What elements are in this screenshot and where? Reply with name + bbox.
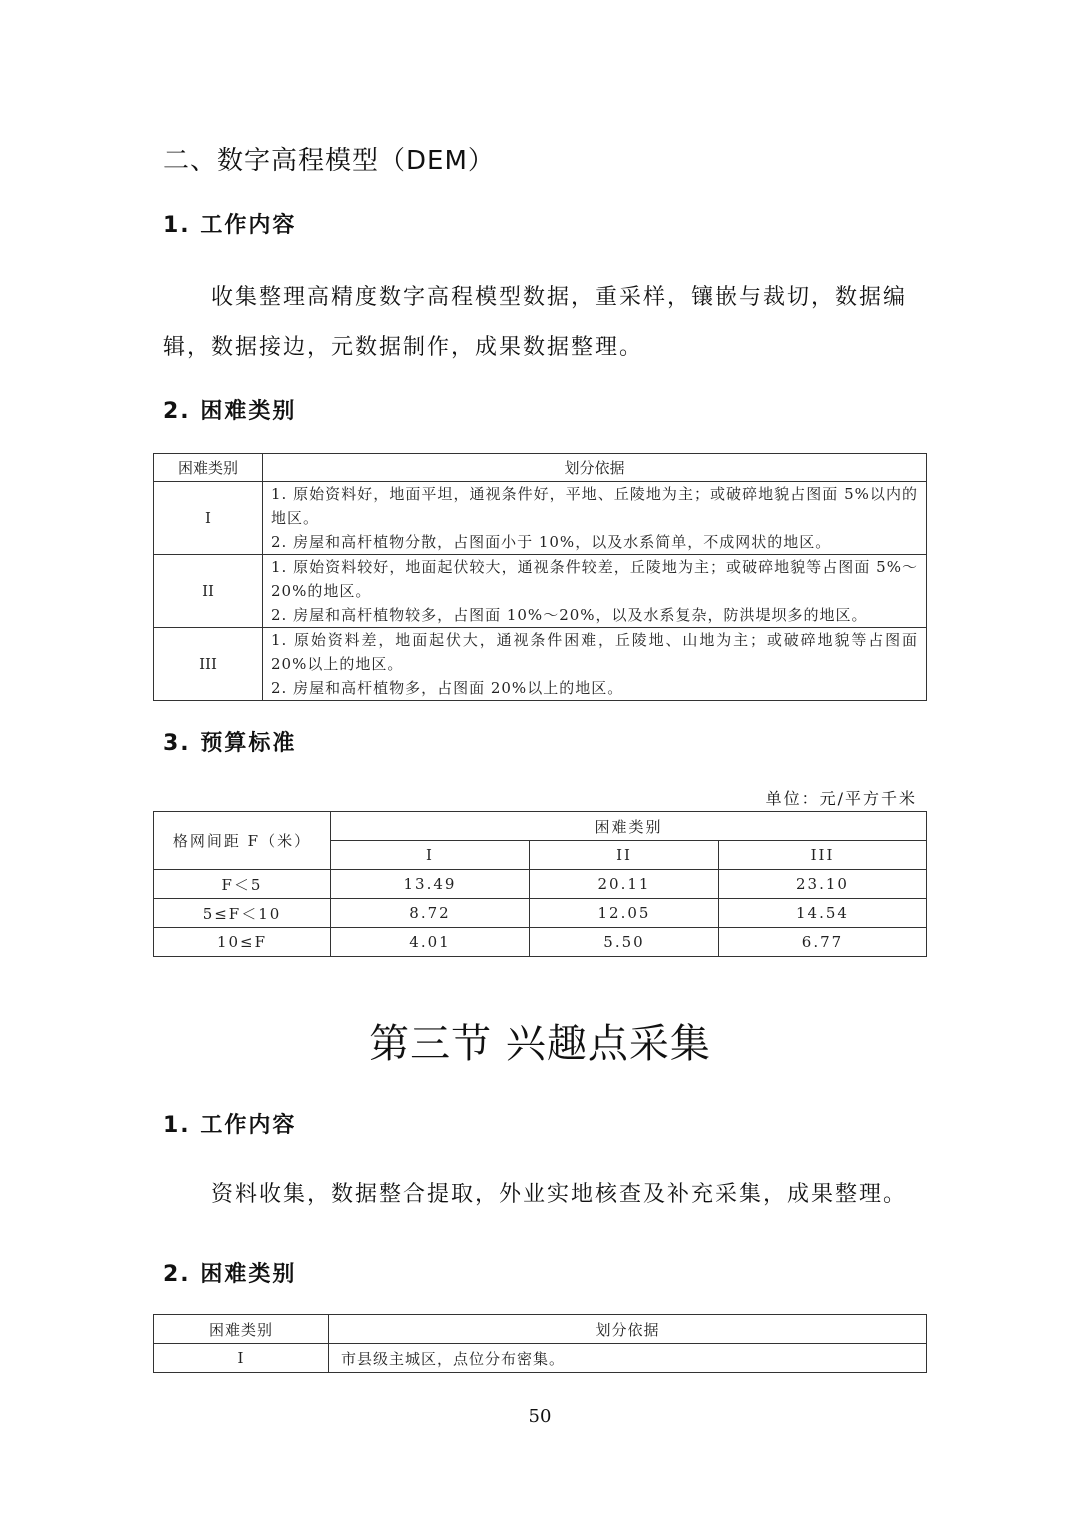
- header-grid-spacing: 格网间距 F（米）: [154, 812, 331, 870]
- budget-value: 8.72: [331, 899, 530, 928]
- difficulty-criteria: 市县级主城区，点位分布密集。: [329, 1344, 927, 1373]
- criteria-line: 2. 房屋和高杆植物多，占图面 20%以上的地区。: [271, 679, 624, 697]
- poi-work-heading: 1. 工作内容: [163, 1113, 297, 1138]
- dem-work-heading: 1. 工作内容: [163, 213, 297, 238]
- table-header-row: [154, 812, 927, 841]
- difficulty-criteria: [263, 628, 927, 701]
- table-row: [154, 870, 927, 899]
- criteria-line: 2. 房屋和高杆植物较多，占图面 10%～20%，以及水系复杂，防洪堤坝多的地区。: [271, 606, 868, 624]
- difficulty-criteria: [263, 555, 927, 628]
- poi-difficulty-heading: 2. 困难类别: [163, 1262, 297, 1287]
- grid-spacing: 5≤F＜10: [154, 899, 331, 928]
- header-class: 困难类别: [154, 1315, 329, 1344]
- budget-unit: 单位：元/平方千米: [765, 789, 917, 808]
- difficulty-class: III: [154, 628, 263, 701]
- criteria-line: 1. 原始资料差，地面起伏大，通视条件困难，丘陵地、山地为主；或破碎地貌等占图面 20%以上的地区。: [271, 631, 918, 673]
- difficulty-class: I: [154, 482, 263, 555]
- header-class: 困难类别: [154, 454, 263, 482]
- grid-spacing: 10≤F: [154, 928, 331, 957]
- table-row: [154, 555, 927, 628]
- difficulty-criteria: [263, 482, 927, 555]
- criteria-line: 1. 原始资料好，地面平坦，通视条件好，平地、丘陵地为主；或破碎地貌占图面 5%以内的地区。: [271, 485, 918, 527]
- dem-section-title: 二、数字高程模型（DEM）: [163, 146, 495, 176]
- table-row: [154, 928, 927, 957]
- dem-budget-table: [153, 811, 927, 957]
- table-row: [154, 1344, 927, 1373]
- poi-work-text: 资料收集，数据整合提取，外业实地核查及补充采集，成果整理。: [211, 1182, 908, 1207]
- budget-value: 4.01: [331, 928, 530, 957]
- difficulty-class: II: [154, 555, 263, 628]
- table-row: [154, 628, 927, 701]
- grid-spacing: F＜5: [154, 870, 331, 899]
- table-header-row: [154, 454, 927, 482]
- header-difficulty-group: 困难类别: [331, 812, 927, 841]
- budget-value: 20.11: [530, 870, 719, 899]
- table-header-row: [154, 1315, 927, 1344]
- header-class-2: II: [530, 841, 719, 870]
- header-criteria: 划分依据: [329, 1315, 927, 1344]
- page-number: 50: [528, 1406, 552, 1427]
- budget-value: 13.49: [331, 870, 530, 899]
- dem-budget-heading: 3. 预算标准: [163, 731, 297, 756]
- criteria-line: 1. 原始资料较好，地面起伏较大，通视条件较差，丘陵地为主；或破碎地貌等占图面 5%～20%的地区。: [271, 558, 918, 600]
- difficulty-class: I: [154, 1344, 329, 1373]
- header-class-3: III: [719, 841, 927, 870]
- dem-difficulty-heading: 2. 困难类别: [163, 399, 297, 424]
- poi-difficulty-table: [153, 1314, 927, 1373]
- criteria-line: 2. 房屋和高杆植物分散，占图面小于 10%，以及水系简单，不成网状的地区。: [271, 533, 832, 551]
- header-class-1: I: [331, 841, 530, 870]
- header-criteria: 划分依据: [263, 454, 927, 482]
- table-row: [154, 482, 927, 555]
- budget-value: 14.54: [719, 899, 927, 928]
- budget-value: 12.05: [530, 899, 719, 928]
- poi-section-title: 第三节 兴趣点采集: [369, 1021, 711, 1067]
- budget-value: 23.10: [719, 870, 927, 899]
- budget-value: 5.50: [530, 928, 719, 957]
- dem-difficulty-table: [153, 453, 927, 701]
- budget-value: 6.77: [719, 928, 927, 957]
- dem-work-text: 收集整理高精度数字高程模型数据，重采样，镶嵌与裁切，数据编辑，数据接边，元数据制作，成果数据整理。: [163, 285, 908, 360]
- table-row: [154, 899, 927, 928]
